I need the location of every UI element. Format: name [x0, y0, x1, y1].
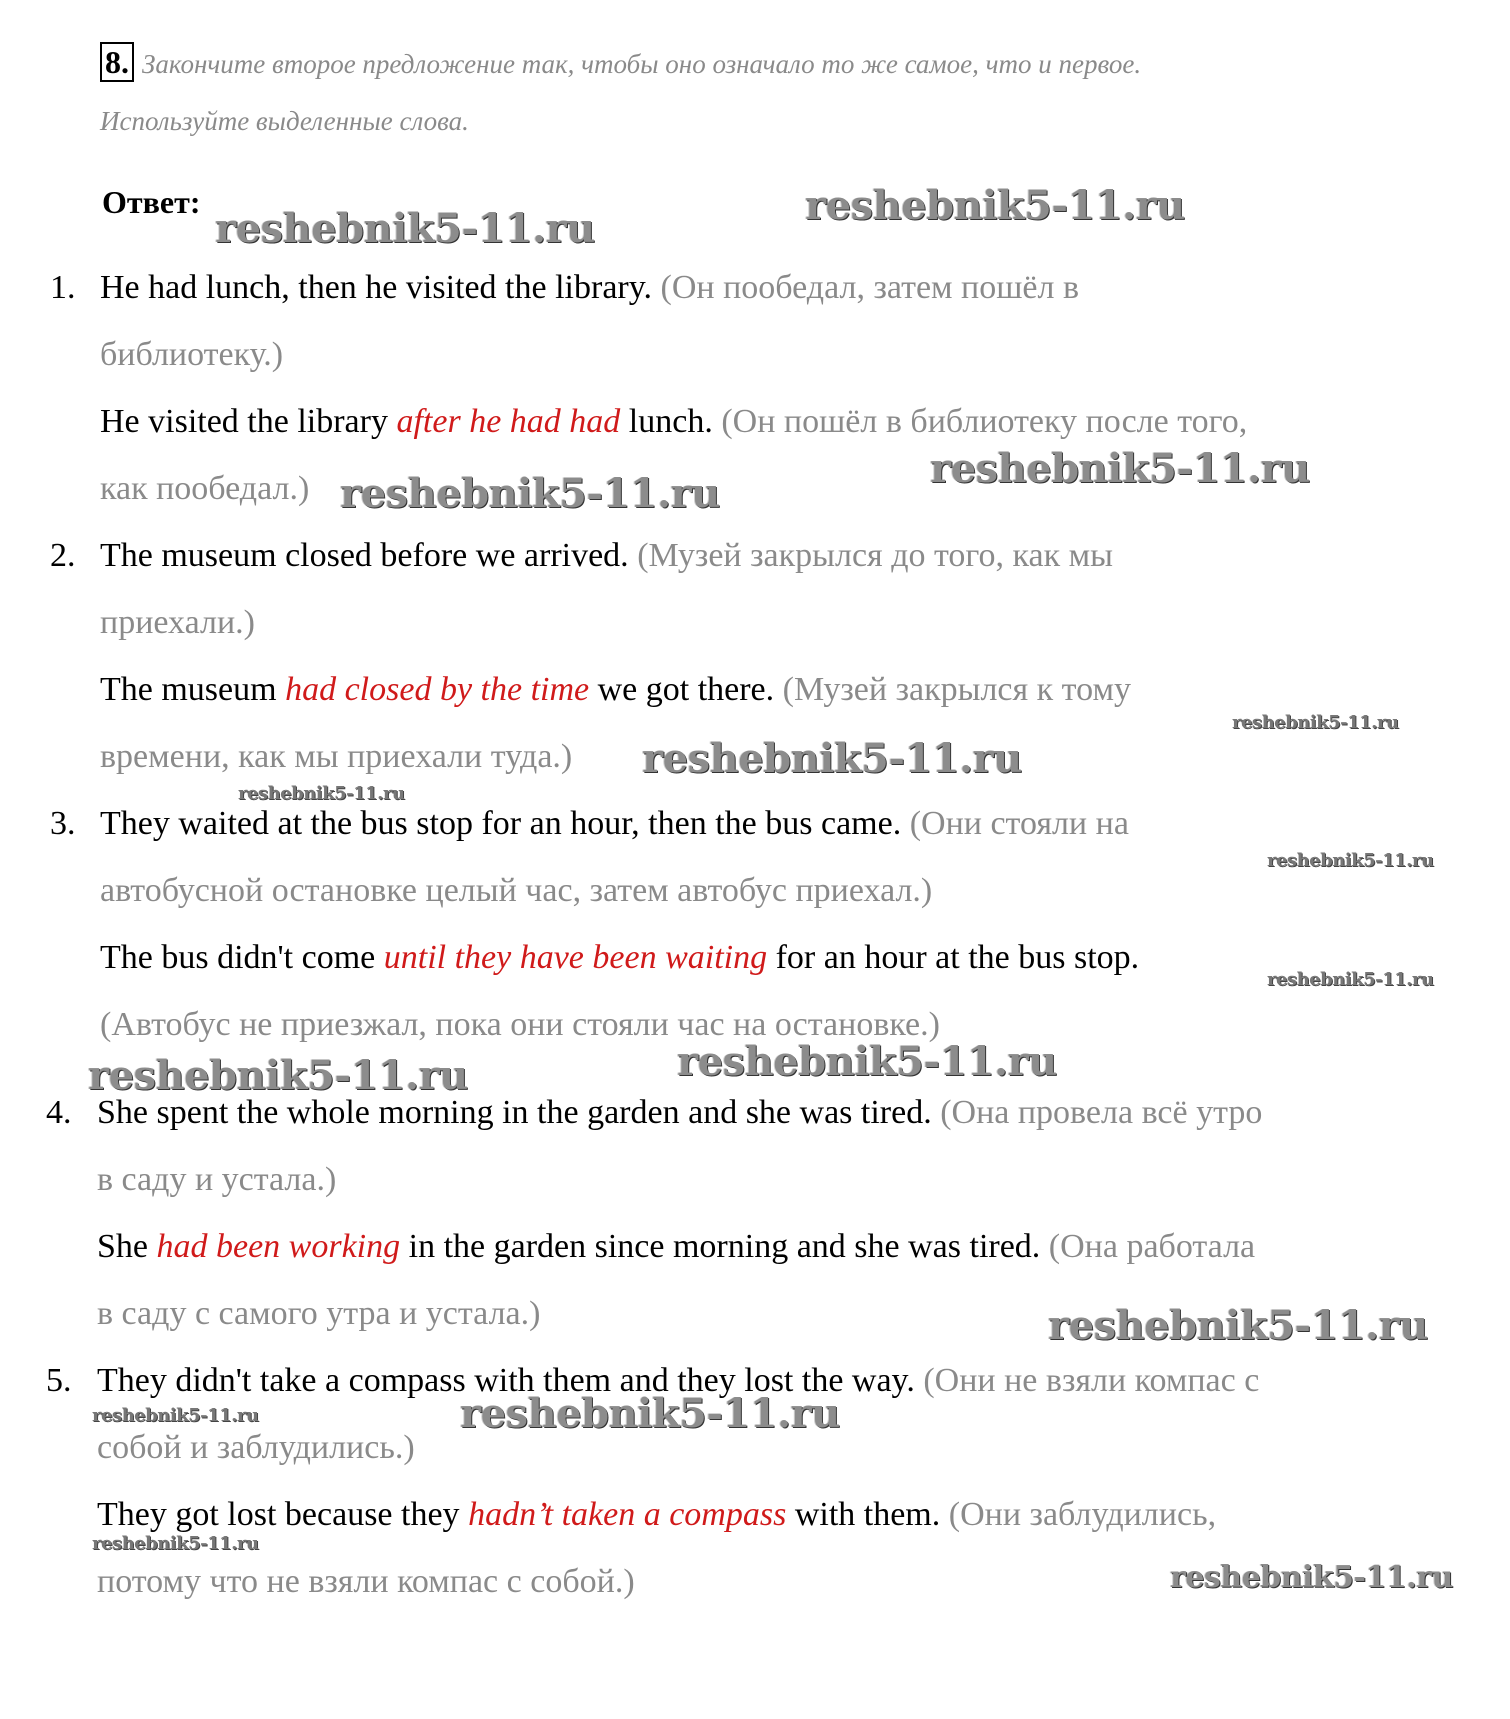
watermark: reshebnik5-11.ru	[930, 445, 1310, 492]
watermark: reshebnik5-11.ru	[1170, 1560, 1453, 1595]
watermark: reshebnik5-11.ru	[1267, 969, 1434, 990]
rewrite-ru: (Она работала	[1048, 1228, 1256, 1265]
rewrite-before: The museum	[100, 671, 286, 708]
rewrite-highlight: had been working	[156, 1228, 401, 1265]
watermark: reshebnik5-11.ru	[92, 1405, 259, 1426]
watermark: reshebnik5-11.ru	[238, 783, 405, 804]
rewrite-highlight: hadn’t taken a compass	[468, 1496, 787, 1533]
rewrite-before: He visited the library	[100, 403, 397, 440]
original-ru-cont: автобусной остановке целый час, затем автобус приехал.)	[100, 872, 933, 909]
item-number: 5.	[46, 1362, 72, 1399]
rewrite-before: The bus didn't come	[100, 939, 384, 976]
rewrite-ru: (Они заблудились,	[948, 1496, 1217, 1533]
rewrite-before: They got lost because they	[97, 1496, 469, 1533]
item-original	[100, 804, 1129, 844]
rewrite-after: we got there.	[589, 671, 775, 708]
item-rewrite	[97, 1227, 1255, 1267]
item-rewrite	[100, 938, 1139, 978]
watermark: reshebnik5-11.ru	[677, 1038, 1057, 1085]
original-en: The museum closed before we arrived.	[100, 537, 629, 574]
rewrite-highlight: until they have been waiting	[383, 939, 768, 976]
original-ru: (Он пообедал, затем пошёл в	[660, 269, 1080, 306]
original-ru-cont: в саду и устала.)	[97, 1161, 337, 1198]
original-ru: (Они не взяли компас с	[923, 1362, 1260, 1399]
rewrite-ru: (Он пошёл в библиотеку после того,	[721, 403, 1248, 440]
rewrite-ru-cont: как пообедал.)	[100, 470, 310, 507]
rewrite-highlight: after he had had	[396, 403, 621, 440]
rewrite-after: in the garden since morning and she was tired.	[400, 1228, 1041, 1265]
watermark: reshebnik5-11.ru	[1048, 1302, 1428, 1349]
rewrite-ru: (Музей закрылся к тому	[782, 671, 1131, 708]
item-number: 1.	[50, 269, 76, 306]
watermark: reshebnik5-11.ru	[642, 735, 1022, 782]
item-original	[100, 536, 1113, 576]
task-header	[100, 42, 1420, 136]
original-ru: (Она провела всё утро	[940, 1094, 1263, 1131]
original-en: They waited at the bus stop for an hour, then the bus came.	[100, 805, 902, 842]
item-number: 2.	[50, 537, 76, 574]
original-ru-cont: библиотеку.)	[100, 336, 284, 373]
item-rewrite	[97, 1495, 1216, 1535]
rewrite-before: She	[97, 1228, 157, 1265]
watermark: reshebnik5-11.ru	[88, 1052, 468, 1099]
watermark: reshebnik5-11.ru	[92, 1533, 259, 1554]
rewrite-ru-cont: времени, как мы приехали туда.)	[100, 738, 573, 775]
rewrite-after: lunch.	[620, 403, 713, 440]
item-rewrite	[100, 402, 1247, 442]
task-instruction-line2: Используйте выделенные слова.	[100, 106, 469, 136]
watermark: reshebnik5-11.ru	[460, 1390, 840, 1437]
rewrite-after: with them.	[786, 1496, 941, 1533]
rewrite-ru-cont: в саду с самого утра и устала.)	[97, 1295, 541, 1332]
original-ru: (Музей закрылся до того, как мы	[637, 537, 1113, 574]
original-en: He had lunch, then he visited the library.	[100, 269, 653, 306]
original-ru: (Они стояли на	[909, 805, 1129, 842]
item-original	[100, 268, 1079, 308]
original-ru-cont: приехали.)	[100, 604, 255, 641]
task-instruction-line1: Закончите второе предложение так, чтобы оно означало то же самое, что и первое.	[142, 49, 1142, 79]
original-ru-cont: собой и заблудились.)	[97, 1429, 415, 1466]
original-en: They didn't take a compass with them and they lost the way.	[97, 1362, 915, 1399]
item-original	[97, 1093, 1262, 1133]
watermark: reshebnik5-11.ru	[215, 205, 595, 252]
rewrite-ru-cont: потому что не взяли компас с собой.)	[97, 1563, 635, 1600]
answer-label: Ответ:	[102, 184, 201, 220]
rewrite-ru-cont: (Автобус не приезжал, пока они стояли час на остановке.)	[100, 1006, 940, 1043]
watermark: reshebnik5-11.ru	[805, 182, 1185, 229]
task-number: 8.	[100, 42, 134, 82]
watermark: reshebnik5-11.ru	[1232, 712, 1399, 733]
watermark: reshebnik5-11.ru	[1267, 850, 1434, 871]
rewrite-highlight: had closed by the time	[285, 671, 590, 708]
item-rewrite	[100, 670, 1131, 710]
item-number: 4.	[46, 1094, 72, 1131]
rewrite-after: for an hour at the bus stop.	[767, 939, 1140, 976]
original-en: She spent the whole morning in the garden and she was tired.	[97, 1094, 932, 1131]
watermark: reshebnik5-11.ru	[340, 470, 720, 517]
item-number: 3.	[50, 805, 76, 842]
